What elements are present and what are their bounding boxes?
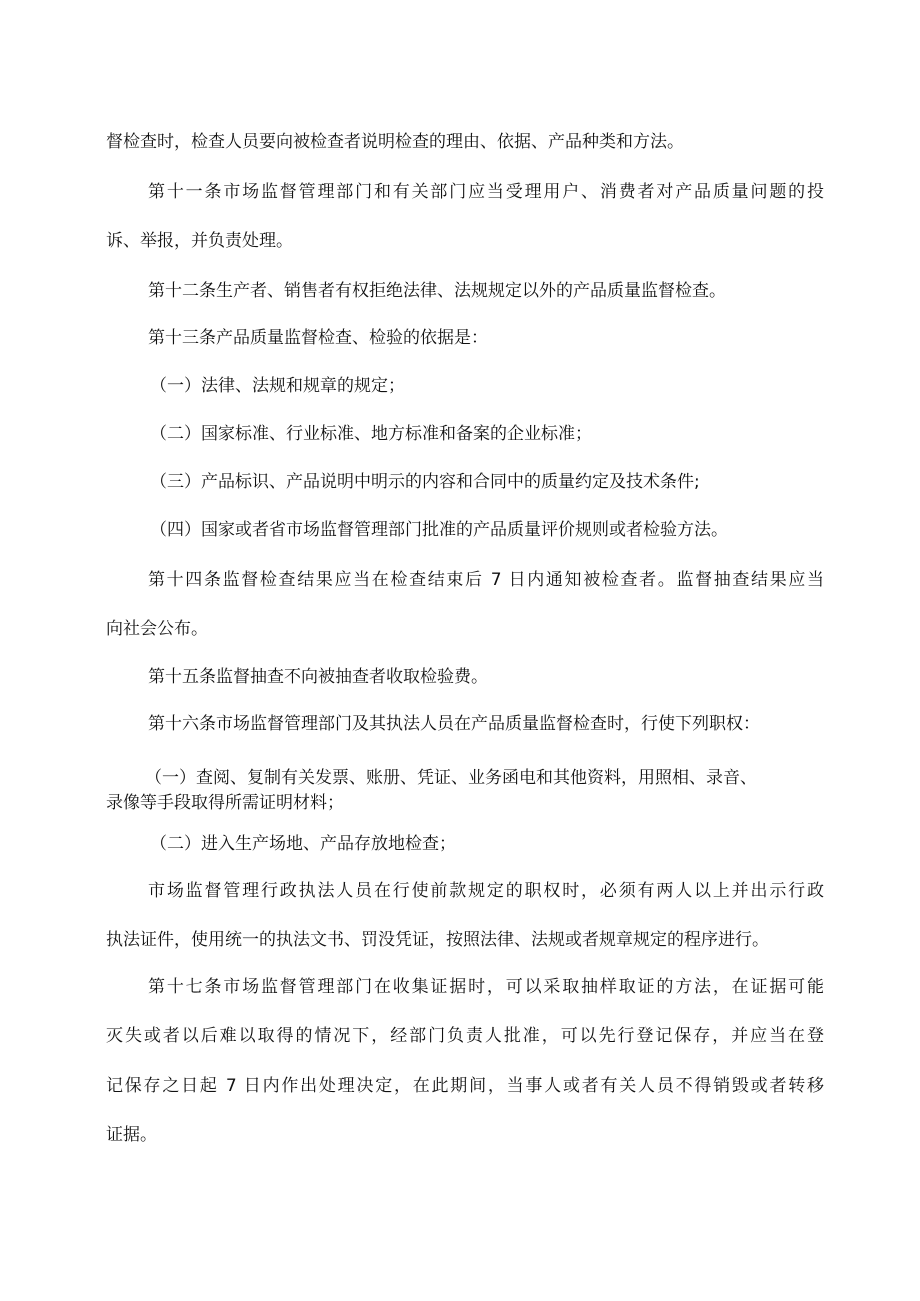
article-13-item-1: （一）法律、法规和规章的规定；: [150, 376, 405, 396]
article-13-heading: 第十三条产品质量监督检查、检验的依据是：: [148, 328, 488, 348]
article-17-line-4: 证据。: [106, 1125, 157, 1145]
article-14-line-1: 第十四条监督检查结果应当在检查结束后 7 日内通知被检查者。监督抽查结果应当: [148, 570, 824, 590]
article-12: 第十二条生产者、销售者有权拒绝法律、法规规定以外的产品质量监督检查。: [148, 281, 726, 301]
article-16-heading: 第十六条市场监督管理部门及其执法人员在产品质量监督检查时，行使下列职权：: [148, 714, 760, 734]
article-11-line-1: 第十一条市场监督管理部门和有关部门应当受理用户、消费者对产品质量问题的投: [148, 182, 824, 202]
article-17-line-1: 第十七条市场监督管理部门在收集证据时，可以采取抽样取证的方法，在证据可能: [148, 977, 824, 997]
article-16-item-2: （二）进入生产场地、产品存放地检查；: [150, 834, 456, 854]
article-13-item-3: （三）产品标识、产品说明中明示的内容和合同中的质量约定及技术条件;: [150, 472, 700, 492]
article-13-item-2: （二）国家标准、行业标准、地方标准和备案的企业标准；: [150, 424, 592, 444]
enforcement-paragraph-line-2: 执法证件，使用统一的执法文书、罚没凭证，按照法律、法规或者规章规定的程序进行。: [106, 930, 769, 950]
article-13-item-4: （四）国家或者省市场监督管理部门批准的产品质量评价规则或者检验方法。: [150, 520, 728, 540]
article-16-item-1-line-1: （一）查阅、复制有关发票、账册、凭证、业务函电和其他资料，用照相、录音、: [145, 768, 757, 788]
article-16-item-1-line-2: 录像等手段取得所需证明材料；: [106, 793, 344, 813]
text-line-continuation-art10: 督检查时，检查人员要向被检查者说明检查的理由、依据、产品种类和方法。: [106, 132, 684, 152]
article-11-line-2: 诉、举报，并负责处理。: [106, 231, 293, 251]
article-17-line-2: 灭失或者以后难以取得的情况下，经部门负责人批准，可以先行登记保存，并应当在登: [106, 1026, 824, 1046]
article-15: 第十五条监督抽查不向被抽查者收取检验费。: [148, 667, 488, 687]
article-17-line-3: 记保存之日起 7 日内作出处理决定，在此期间，当事人或者有关人员不得销毁或者转移: [106, 1076, 824, 1096]
enforcement-paragraph-line-1: 市场监督管理行政执法人员在行使前款规定的职权时，必须有两人以上并出示行政: [148, 881, 824, 901]
article-14-line-2: 向社会公布。: [106, 619, 208, 639]
